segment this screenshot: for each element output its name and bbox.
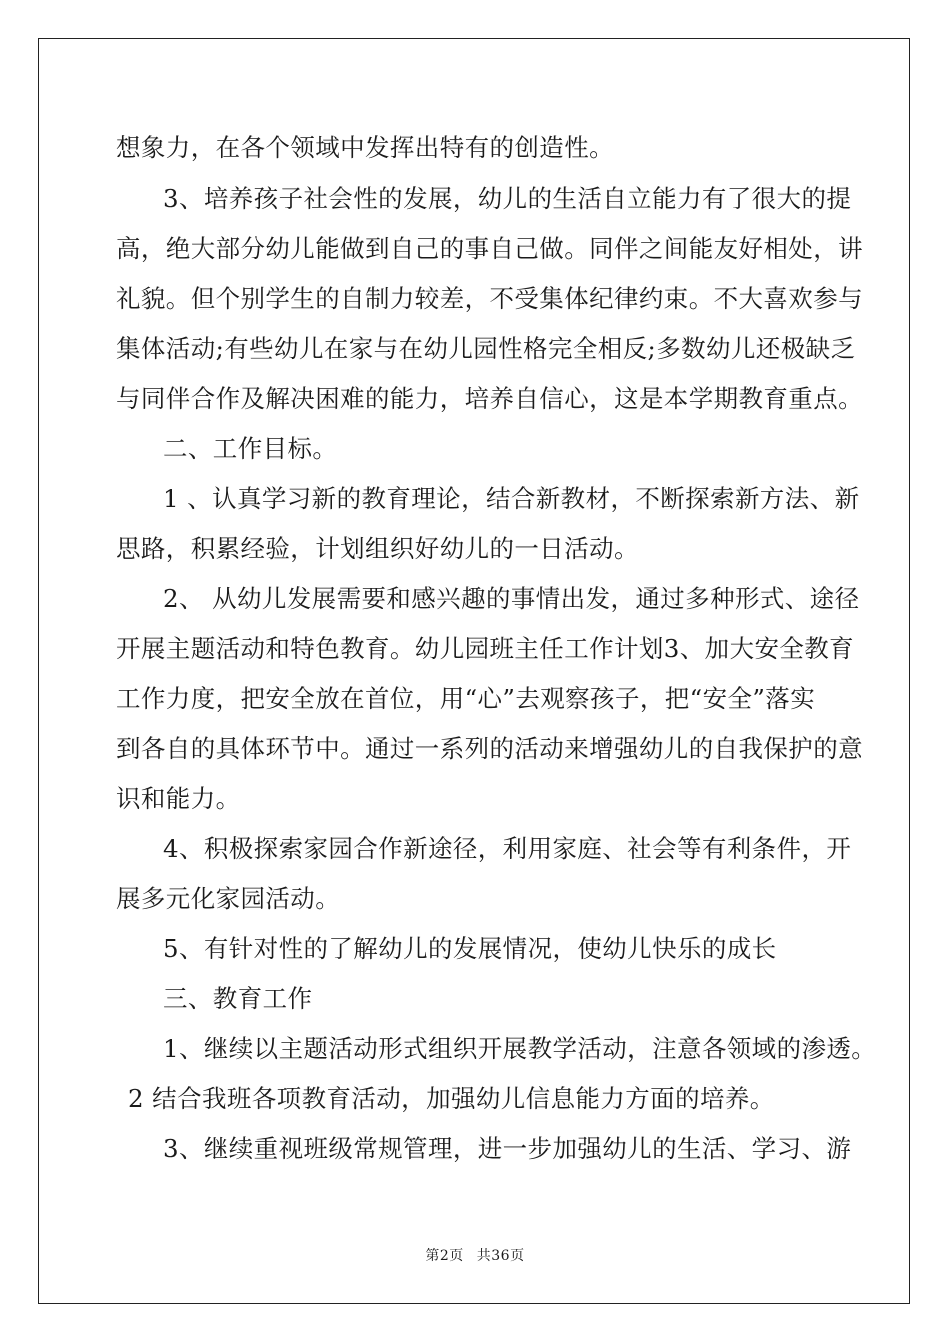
text-line: 礼貌。但个别学生的自制力较差，不受集体纪律约束。不大喜欢参与 <box>116 284 863 313</box>
section-heading: 三、教育工作 <box>163 984 313 1013</box>
section-heading: 二、工作目标。 <box>163 434 338 463</box>
text-line: 到各自的具体环节中。通过一系列的活动来增强幼儿的自我保护的意 <box>116 734 863 763</box>
text-line: 1、继续以主题活动形式组织开展教学活动，注意各领域的渗透。 <box>163 1034 877 1063</box>
text-line: 1 、认真学习新的教育理论，结合新教材，不断探索新方法、新 <box>163 484 860 513</box>
text-line: 展多元化家园活动。 <box>116 884 341 913</box>
text-line: 工作力度，把安全放在首位，用“心”去观察孩子，把“安全”落实 <box>116 684 816 713</box>
text-line: 高，绝大部分幼儿能做到自己的事自己做。同伴之间能友好相处，讲 <box>116 234 863 263</box>
page-total: 共36页 <box>476 1248 525 1264</box>
text-line: 与同伴合作及解决困难的能力，培养自信心，这是本学期教育重点。 <box>116 384 863 413</box>
page-footer <box>0 1246 950 1266</box>
text-line: 想象力，在各个领域中发挥出特有的创造性。 <box>116 133 614 162</box>
text-line: 开展主题活动和特色教育。幼儿园班主任工作计划3、加大安全教育 <box>116 634 855 663</box>
text-line: 5、有针对性的了解幼儿的发展情况，使幼儿快乐的成长 <box>163 934 777 963</box>
text-line: 识和能力。 <box>116 784 241 813</box>
text-line: 3、继续重视班级常规管理，进一步加强幼儿的生活、学习、游 <box>163 1134 852 1163</box>
text-line: 3、培养孩子社会性的发展，幼儿的生活自立能力有了很大的提 <box>163 184 852 213</box>
text-line: 2 结合我班各项教育活动，加强幼儿信息能力方面的培养。 <box>128 1084 775 1113</box>
page-number: 第2页 <box>425 1248 464 1264</box>
text-line: 思路，积累经验，计划组织好幼儿的一日活动。 <box>116 534 639 563</box>
text-line: 集体活动;有些幼儿在家与在幼儿园性格完全相反;多数幼儿还极缺乏 <box>116 334 856 363</box>
text-line: 4、积极探索家园合作新途径，利用家庭、社会等有利条件，开 <box>163 834 852 863</box>
text-line: 2、 从幼儿发展需要和感兴趣的事情出发，通过多种形式、途径 <box>163 584 860 613</box>
